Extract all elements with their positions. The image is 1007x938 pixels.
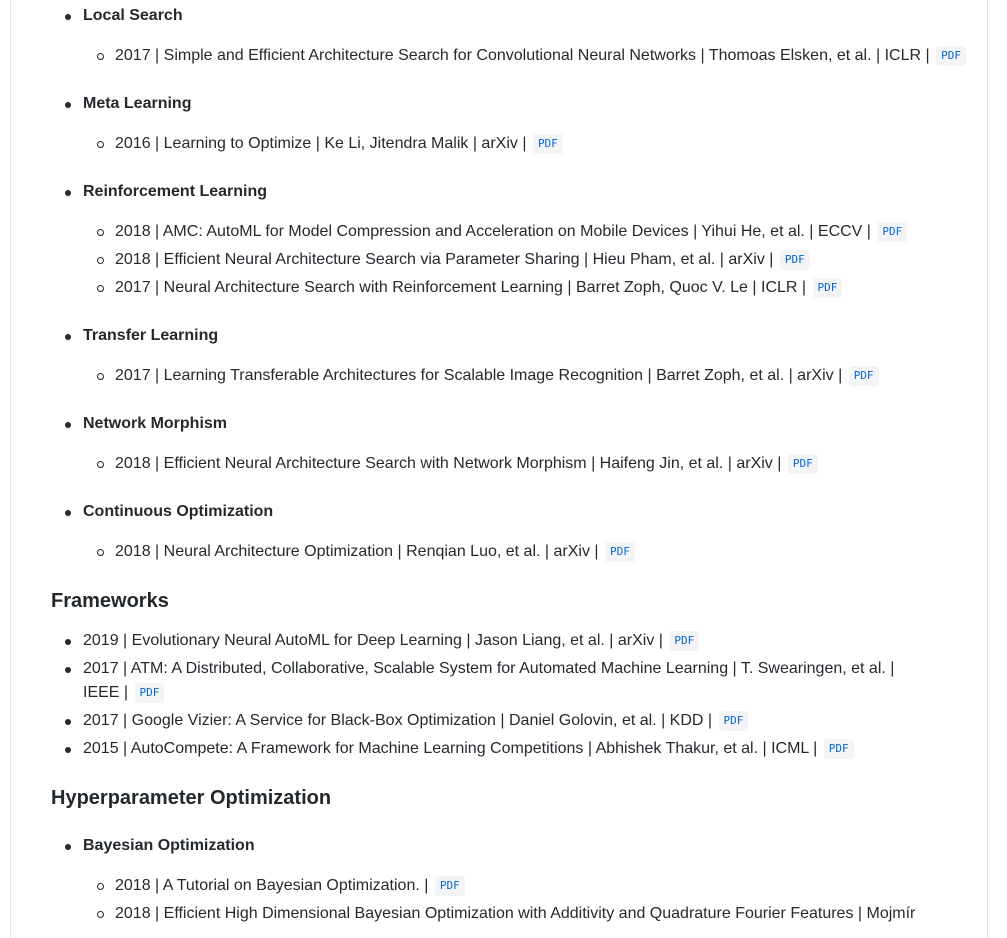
paper-text: 2018 | Neural Architecture Optimization | Renqian Luo, et al. | arXiv | (115, 543, 599, 560)
pdf-link[interactable]: PDF (780, 250, 810, 270)
paper-list (83, 132, 983, 156)
circle-bullet-icon (97, 883, 104, 890)
paper-item (83, 276, 983, 300)
paper-list (83, 874, 951, 926)
topic-title: Meta Learning (83, 95, 192, 112)
topic-title: Network Morphism (83, 415, 228, 432)
paper-list (83, 452, 983, 476)
circle-bullet-icon (97, 229, 104, 236)
pdf-link[interactable]: PDF (849, 366, 879, 386)
disc-bullet-icon (65, 422, 71, 428)
topic-title: Bayesian Optimization (83, 837, 255, 854)
circle-bullet-icon (97, 141, 104, 148)
paper-text: 2018 | Efficient Neural Architecture Search via Parameter Sharing | Hieu Pham, et al. | arXiv | (115, 251, 774, 268)
pdf-link[interactable]: PDF (605, 542, 635, 562)
paper-item (83, 44, 983, 68)
topic-transfer-learning (51, 324, 983, 392)
circle-bullet-icon (97, 911, 104, 918)
paper-list (83, 220, 983, 300)
disc-bullet-icon (65, 334, 71, 340)
paper-text: 2019 | Evolutionary Neural AutoML for Deep Learning | Jason Liang, et al. | arXiv | (83, 632, 663, 649)
paper-text: 2017 | Google Vizier: A Service for Black-Box Optimization | Daniel Golovin, et al. | KDD | (83, 712, 713, 729)
topic-title: Local Search (83, 7, 183, 24)
paper-text: 2018 | AMC: AutoML for Model Compression and Acceleration on Mobile Devices | Yihui He, et al. | ECCV | (115, 223, 871, 240)
framework-item (51, 629, 951, 653)
frameworks-list (51, 629, 951, 765)
paper-item (83, 452, 983, 476)
disc-bullet-icon (65, 719, 71, 725)
pdf-link[interactable]: PDF (877, 222, 907, 242)
circle-bullet-icon (97, 285, 104, 292)
disc-bullet-icon (65, 102, 71, 108)
topic-meta-learning (51, 92, 983, 160)
topic-title: Reinforcement Learning (83, 183, 268, 200)
pdf-link[interactable]: PDF (813, 278, 843, 298)
topic-reinforcement-learning (51, 180, 983, 304)
paper-item (83, 540, 983, 564)
disc-bullet-icon (65, 747, 71, 753)
pdf-link[interactable]: PDF (936, 46, 966, 66)
paper-text: 2018 | Efficient High Dimensional Bayesian Optimization with Additivity and Quadrature Fourier Features | Mojmír (115, 905, 916, 922)
pdf-link[interactable]: PDF (669, 631, 699, 651)
topic-title: Transfer Learning (83, 327, 219, 344)
hyperparameter-heading: Hyperparameter Optimization (51, 787, 332, 809)
paper-text: 2017 | ATM: A Distributed, Collaborative, Scalable System for Automated Machine Learning | T. Swearingen, et al. | IEEE | (83, 660, 895, 701)
disc-bullet-icon (65, 639, 71, 645)
paper-text: 2015 | AutoCompete: A Framework for Machine Learning Competitions | Abhishek Thakur, et al. | ICML | (83, 740, 818, 757)
pdf-link[interactable]: PDF (824, 739, 854, 759)
paper-list (83, 540, 983, 564)
paper-item (83, 132, 983, 156)
disc-bullet-icon (65, 510, 71, 516)
disc-bullet-icon (65, 667, 71, 673)
pdf-link[interactable]: PDF (719, 711, 749, 731)
paper-item (83, 220, 983, 244)
topic-bayesian-optimization (51, 834, 951, 926)
hyperparameter-topic-list (51, 834, 951, 930)
framework-item (51, 657, 923, 705)
paper-text: 2017 | Neural Architecture Search with Reinforcement Learning | Barret Zoph, Quoc V. Le | ICLR | (115, 279, 807, 296)
topic-local-search (51, 4, 983, 72)
circle-bullet-icon (97, 53, 104, 60)
pdf-link[interactable]: PDF (533, 134, 563, 154)
paper-list (83, 44, 983, 68)
circle-bullet-icon (97, 257, 104, 264)
paper-text: 2017 | Simple and Efficient Architecture Search for Convolutional Neural Networks | Thomoas Elsken, et al. | ICLR | (115, 47, 930, 64)
paper-item (83, 902, 951, 926)
topic-title: Continuous Optimization (83, 503, 274, 520)
framework-item (51, 709, 951, 733)
disc-bullet-icon (65, 844, 71, 850)
paper-item (83, 874, 951, 898)
disc-bullet-icon (65, 14, 71, 20)
framework-item (51, 737, 951, 761)
paper-item (83, 248, 983, 272)
paper-text: 2016 | Learning to Optimize | Ke Li, Jitendra Malik | arXiv | (115, 135, 527, 152)
topic-network-morphism (51, 412, 983, 480)
paper-list (83, 364, 983, 388)
frameworks-heading: Frameworks (51, 590, 169, 612)
pdf-link[interactable]: PDF (135, 683, 165, 703)
paper-text: 2017 | Learning Transferable Architectures for Scalable Image Recognition | Barret Zoph, et al. | arXiv | (115, 367, 843, 384)
disc-bullet-icon (65, 190, 71, 196)
paper-item (83, 364, 983, 388)
pdf-link[interactable]: PDF (435, 876, 465, 896)
paper-text: 2018 | Efficient Neural Architecture Search with Network Morphism | Haifeng Jin, et al. | arXiv | (115, 455, 782, 472)
topic-continuous-optimization (51, 500, 983, 568)
circle-bullet-icon (97, 461, 104, 468)
circle-bullet-icon (97, 373, 104, 380)
paper-text: 2018 | A Tutorial on Bayesian Optimization. | (115, 877, 429, 894)
circle-bullet-icon (97, 549, 104, 556)
pdf-link[interactable]: PDF (788, 454, 818, 474)
